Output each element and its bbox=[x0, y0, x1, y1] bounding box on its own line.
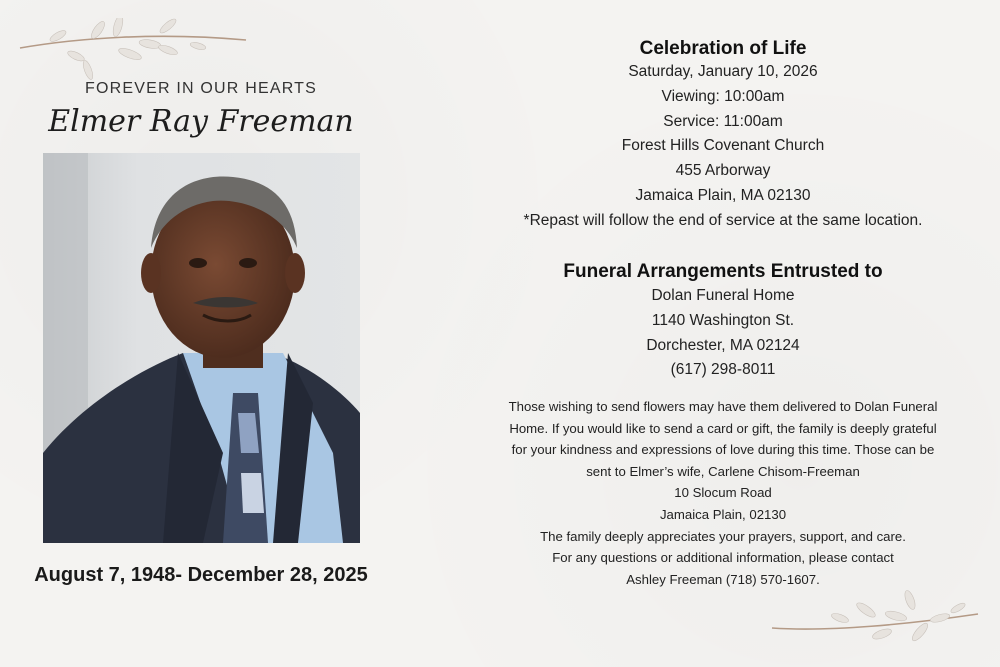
service-heading: Celebration of Life bbox=[639, 38, 807, 59]
note-line: The family deeply appreciates your prayers, support, and care. bbox=[540, 528, 906, 544]
deceased-name: Elmer Ray Freeman bbox=[48, 104, 354, 139]
portrait-photo bbox=[43, 153, 360, 543]
family-note bbox=[470, 396, 976, 590]
tagline: FOREVER IN OUR HEARTS bbox=[84, 80, 318, 97]
note-line: sent to Elmer’s wife, Carlene Chisom-Freeman bbox=[586, 463, 860, 479]
note-line: For any questions or additional information, please contact bbox=[552, 550, 894, 566]
venue-city: Jamaica Plain, MA 02130 bbox=[635, 186, 811, 204]
service-date: Saturday, January 10, 2026 bbox=[628, 63, 818, 80]
funeral-home-street: 1140 Washington St. bbox=[651, 311, 795, 329]
arrangements-heading: Funeral Arrangements Entrusted to bbox=[563, 261, 883, 282]
funeral-home-city: Dorchester, MA 02124 bbox=[646, 336, 800, 354]
funeral-home-phone: (617) 298-8011 bbox=[670, 361, 776, 379]
note-line: Those wishing to send flowers may have them delivered to Dolan Funeral bbox=[508, 399, 938, 414]
note-line: Ashley Freeman (718) 570-1607. bbox=[626, 571, 820, 587]
note-line: for your kindness and expressions of love during this time. Those can be bbox=[511, 442, 935, 458]
note-line: Jamaica Plain, 02130 bbox=[659, 506, 787, 522]
portrait-illustration bbox=[43, 153, 360, 543]
leaf-sprig-icon bbox=[770, 588, 982, 648]
note-line: Home. If you would like to send a card or gift, the family is deeply grateful bbox=[509, 420, 937, 436]
life-dates: August 7, 1948- December 28, 2025 bbox=[34, 564, 368, 586]
venue-street: 455 Arborway bbox=[675, 162, 771, 180]
memorial-panel bbox=[0, 0, 402, 667]
venue-name: Forest Hills Covenant Church bbox=[621, 137, 825, 155]
arrangements-details bbox=[470, 284, 976, 383]
service-time: Service: 11:00am bbox=[663, 112, 783, 130]
service-details bbox=[470, 60, 976, 234]
funeral-home-name: Dolan Funeral Home bbox=[651, 287, 795, 304]
note-line: 10 Slocum Road bbox=[674, 485, 772, 501]
viewing-time: Viewing: 10:00am bbox=[661, 87, 785, 105]
repast-note: *Repast will follow the end of service at the same location. bbox=[523, 211, 923, 229]
